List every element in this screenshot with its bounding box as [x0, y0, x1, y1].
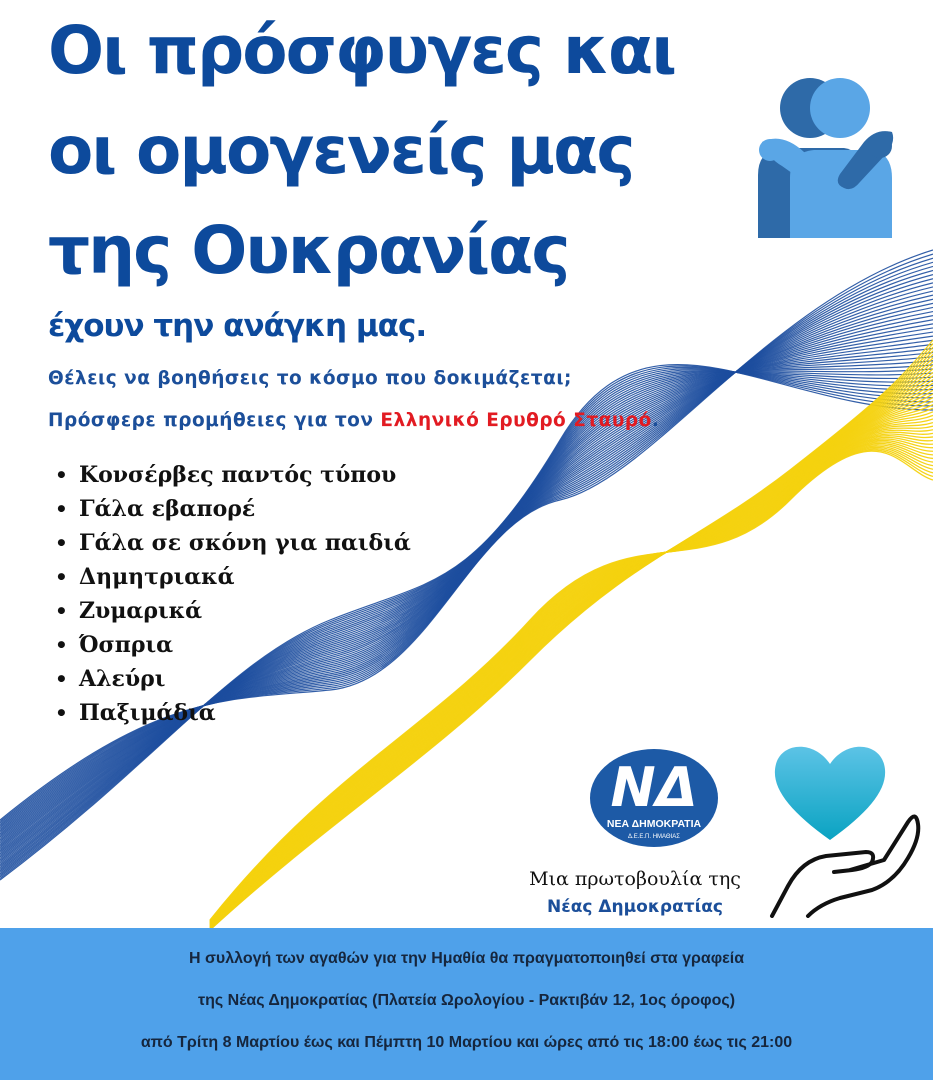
list-item: • Ζυμαρικά: [55, 594, 411, 628]
title-line-1: Οι πρόσφυγες και: [48, 12, 675, 89]
logo-name: ΝΕΑ ΔΗΜΟΚΡΑΤΙΑ: [606, 818, 702, 830]
banner-line-2: της Νέας Δημοκρατίας (Πλατεία Ωρολογίου - Ρακτιβάν 12, 1ος όροφος): [197, 992, 736, 1009]
heart-hand-icon: [768, 738, 928, 918]
nd-logo: [588, 748, 720, 848]
offer-suffix: .: [651, 410, 660, 431]
list-item: • Γάλα εβαπορέ: [55, 492, 411, 526]
logo-sub: Δ.Ε.Ε.Π. ΗΜΑΘΙΑΣ: [628, 834, 680, 840]
offer-line: [48, 410, 659, 431]
offer-prefix: Πρόσφερε προμήθειες για τον: [48, 410, 381, 431]
subtitle: έχουν την ανάγκη μας.: [48, 308, 427, 344]
title-line-2: οι ομογενείς μας: [48, 112, 634, 189]
red-cross-name: Ελληνικό Ερυθρό Σταυρό: [380, 410, 652, 431]
list-item: • Αλεύρι: [55, 662, 411, 696]
banner-line-1: Η συλλογή των αγαθών για την Ημαθία θα πραγματοποιηθεί στα γραφεία: [188, 950, 745, 967]
info-banner: [0, 928, 933, 1080]
list-item: • Όσπρια: [55, 628, 411, 662]
initiative-line-1: Μια πρωτοβουλία της: [529, 868, 741, 890]
list-item: • Γάλα σε σκόνη για παιδιά: [55, 526, 411, 560]
initiative-line-2: Νέας Δημοκρατίας: [547, 897, 723, 917]
supplies-list: [55, 458, 411, 730]
title-line-3: της Ουκρανίας: [48, 212, 569, 289]
list-item: • Δημητριακά: [55, 560, 411, 594]
list-item: • Κονσέρβες παντός τύπου: [55, 458, 411, 492]
list-item: • Παξιμάδια: [55, 696, 411, 730]
logo-mark: ΝΔ: [610, 756, 698, 819]
hug-icon: [752, 70, 897, 238]
banner-line-3: από Τρίτη 8 Μαρτίου έως και Πέμπτη 10 Μαρτίου και ώρες από τις 18:00 έως τις 21:00: [140, 1034, 793, 1051]
question-line: Θέλεις να βοηθήσεις το κόσμο που δοκιμάζεται;: [48, 368, 572, 389]
